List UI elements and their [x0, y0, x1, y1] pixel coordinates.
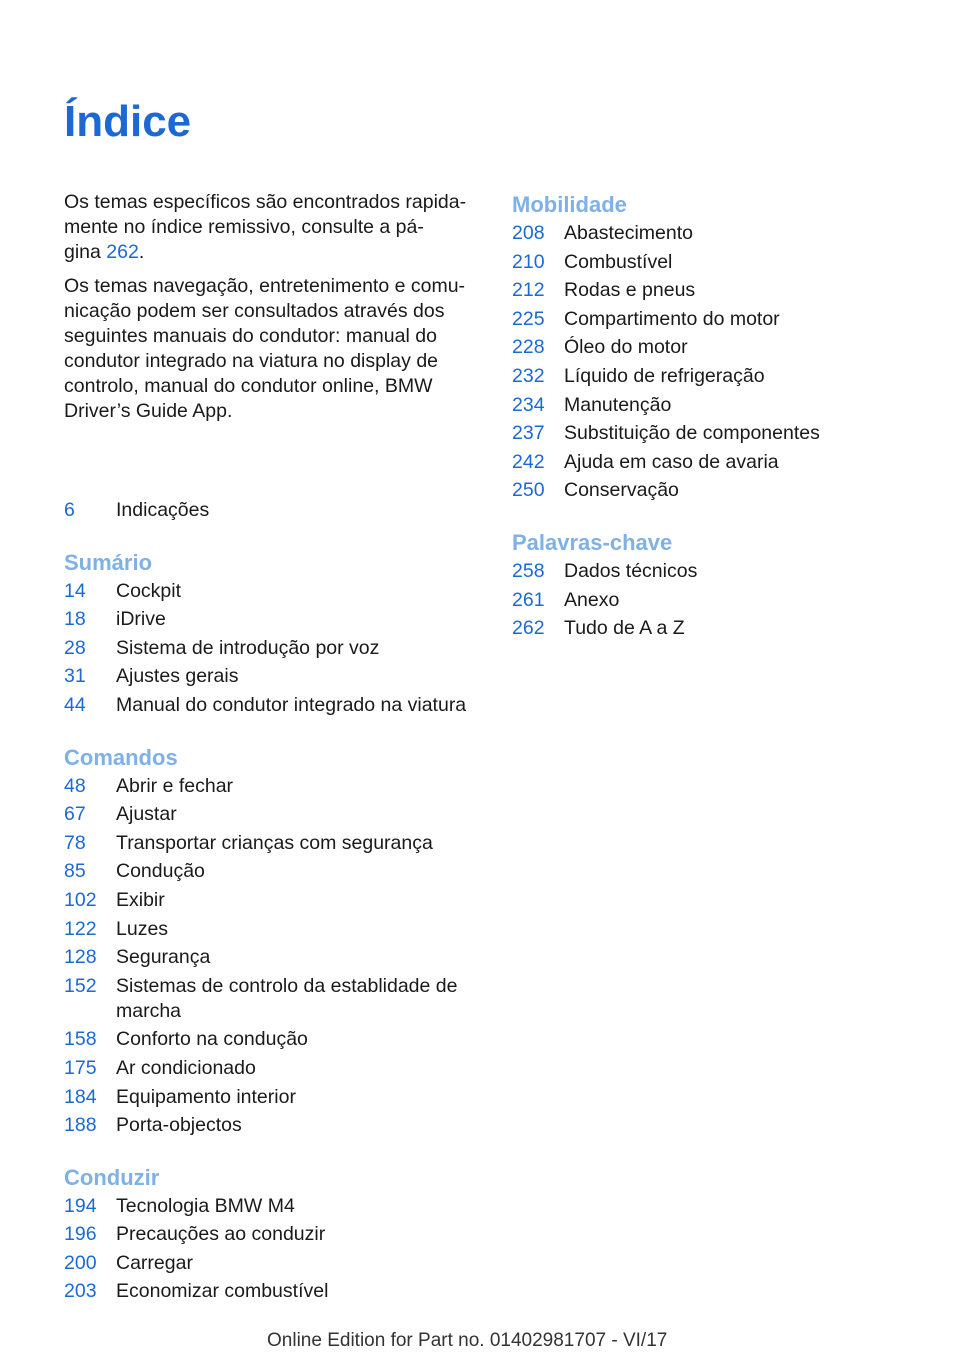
- toc-entry[interactable]: [64, 857, 478, 886]
- toc-entry[interactable]: [64, 634, 478, 663]
- intro-paragraph-1: [64, 190, 478, 265]
- toc-page-number[interactable]: 28: [64, 636, 86, 659]
- toc-entry-label: Indicações: [116, 499, 210, 521]
- toc-entry[interactable]: [512, 586, 912, 615]
- toc-entry-label: Anexo: [564, 588, 620, 611]
- section-heading: Mobilidade: [512, 192, 627, 217]
- toc-entry[interactable]: [512, 333, 912, 362]
- toc-entry-label: Líquido de refrigeração: [564, 364, 765, 387]
- toc-entry-label: Precauções ao conduzir: [116, 1223, 326, 1246]
- toc-page-number[interactable]: 18: [64, 608, 86, 631]
- toc-page-number[interactable]: 242: [512, 450, 545, 473]
- toc-entry[interactable]: [64, 1025, 478, 1054]
- toc-entry-label: Dados técnicos: [564, 559, 698, 582]
- footer-edition-note: Online Edition for Part no. 01402981707 - VI/17: [267, 1330, 668, 1351]
- toc-page-number[interactable]: 258: [512, 559, 545, 582]
- toc-entry[interactable]: [64, 1054, 478, 1083]
- section-heading: Conduzir: [64, 1164, 160, 1190]
- intro-line: Os temas navegação, entretenimento e comu‐: [64, 275, 466, 297]
- section-heading: Palavras-chave: [512, 529, 673, 555]
- toc-page-number[interactable]: 228: [512, 336, 545, 359]
- toc-page-number[interactable]: 250: [512, 479, 545, 502]
- toc-entry[interactable]: [64, 972, 478, 1026]
- toc-entry-label: Ar condicionado: [116, 1056, 256, 1079]
- toc-page-number[interactable]: 234: [512, 393, 545, 416]
- toc-page-number[interactable]: 237: [512, 422, 545, 445]
- toc-entry-label: iDrive: [116, 608, 166, 631]
- toc-entry[interactable]: [64, 577, 478, 606]
- toc-entry-label: Conservação: [564, 479, 679, 502]
- toc-page-number[interactable]: 44: [64, 693, 86, 716]
- toc-entry[interactable]: [64, 1220, 478, 1249]
- toc-entry[interactable]: [64, 1083, 478, 1112]
- toc-section: [64, 548, 478, 720]
- toc-entry[interactable]: [512, 614, 912, 643]
- table-of-contents-right: [512, 190, 912, 643]
- toc-page-number[interactable]: 152: [64, 974, 97, 997]
- intro-line: Driver’s Guide App.: [64, 400, 233, 422]
- toc-entry-label: Tecnologia BMW M4: [116, 1194, 295, 1217]
- toc-section: [512, 528, 912, 643]
- intro-line: condutor integrado na viatura no display de: [64, 350, 439, 372]
- toc-page-number[interactable]: 261: [512, 588, 545, 611]
- toc-entry-label: Transportar crianças com segurança: [116, 831, 433, 854]
- toc-page-number[interactable]: 203: [64, 1280, 97, 1303]
- toc-page-number[interactable]: 210: [512, 250, 545, 273]
- intro-line: mente no índice remissivo, consulte a pá‐: [64, 216, 424, 238]
- toc-entry[interactable]: [64, 496, 478, 525]
- toc-page-number[interactable]: 262: [512, 617, 545, 640]
- toc-entry[interactable]: [64, 1277, 478, 1306]
- toc-entry-label: Compartimento do motor: [564, 307, 780, 330]
- toc-entry[interactable]: [64, 1111, 478, 1140]
- toc-entry-label: Condução: [116, 860, 205, 883]
- intro-line: gina: [64, 241, 107, 263]
- toc-entry-label: Manual do condutor integrado na viatura: [116, 693, 467, 716]
- toc-entry-label: Tudo de A a Z: [564, 617, 685, 640]
- toc-entry[interactable]: [64, 800, 478, 829]
- toc-page-number[interactable]: 194: [64, 1194, 97, 1217]
- toc-page-number[interactable]: 14: [64, 579, 86, 602]
- toc-entry[interactable]: [512, 276, 912, 305]
- intro-text: [64, 190, 478, 424]
- toc-page-number[interactable]: 158: [64, 1028, 97, 1051]
- toc-entry[interactable]: [512, 419, 912, 448]
- toc-entry[interactable]: [64, 662, 478, 691]
- intro-line: nicação podem ser consultados através dos: [64, 300, 445, 322]
- toc-entry[interactable]: [64, 1249, 478, 1278]
- toc-page-number[interactable]: 225: [512, 307, 545, 330]
- toc-entry-label: Porta-objectos: [116, 1114, 242, 1137]
- right-column: [512, 190, 912, 643]
- toc-entry[interactable]: [64, 886, 478, 915]
- section-heading: Sumário: [64, 549, 153, 575]
- toc-entry-label: Economizar combustível: [116, 1280, 329, 1303]
- intro-line: controlo, manual do condutor online, BMW: [64, 375, 433, 397]
- intro-line: seguintes manuais do condutor: manual do: [64, 325, 437, 347]
- toc-page-number[interactable]: 85: [64, 860, 86, 883]
- toc-entry[interactable]: [64, 1192, 478, 1221]
- toc-entry[interactable]: [512, 557, 912, 586]
- toc-entry-label: Abrir e fechar: [116, 774, 234, 797]
- toc-page-number[interactable]: 232: [512, 364, 545, 387]
- toc-entry-label: Conforto na condução: [116, 1028, 308, 1051]
- toc-page-number[interactable]: 78: [64, 831, 86, 854]
- toc-entry-label: Rodas e pneus: [564, 279, 696, 302]
- toc-page-number[interactable]: 212: [512, 279, 545, 302]
- toc-entry-label: Luzes: [116, 917, 169, 940]
- toc-entry[interactable]: [512, 391, 912, 420]
- toc-page-number[interactable]: 128: [64, 946, 97, 969]
- toc-page-number[interactable]: 200: [64, 1251, 97, 1274]
- toc-entry-label: Ajustes gerais: [116, 665, 239, 688]
- toc-entry-label: Equipamento interior: [116, 1085, 296, 1108]
- intro-line: .: [138, 241, 145, 263]
- toc-page-number[interactable]: 188: [64, 1114, 97, 1137]
- toc-entry-label: Carregar: [116, 1251, 193, 1274]
- toc-page-number[interactable]: 122: [64, 917, 97, 940]
- toc-entry[interactable]: [512, 448, 912, 477]
- toc-entry[interactable]: [64, 943, 478, 972]
- table-of-contents-left: [64, 496, 478, 1306]
- toc-entry[interactable]: [64, 772, 478, 801]
- toc-page-number[interactable]: 175: [64, 1056, 97, 1079]
- intro-line: Os temas específicos são encontrados rapida‐: [64, 191, 467, 213]
- toc-entry-label: Sistema de introdução por voz: [116, 636, 380, 659]
- toc-page-number[interactable]: 208: [512, 222, 545, 244]
- toc-entry-label: Óleo do motor: [564, 336, 688, 359]
- toc-page-number[interactable]: 184: [64, 1085, 97, 1108]
- toc-entry-label: Exibir: [116, 888, 165, 911]
- toc-entry[interactable]: [512, 362, 912, 391]
- left-column: [64, 190, 478, 1306]
- toc-entry[interactable]: [64, 829, 478, 858]
- page-title: Índice: [64, 97, 192, 146]
- toc-entry[interactable]: [512, 476, 912, 505]
- toc-entry-label: Manutenção: [564, 393, 672, 416]
- toc-entry[interactable]: [512, 219, 912, 248]
- toc-entry-label: Substituição de componentes: [564, 422, 820, 445]
- section-heading: Comandos: [64, 744, 178, 770]
- toc-section: [512, 190, 912, 505]
- toc-entry[interactable]: [512, 248, 912, 277]
- toc-entry[interactable]: [64, 605, 478, 634]
- toc-section: [64, 1163, 478, 1306]
- intro-paragraph-2: [64, 274, 478, 424]
- toc-entry-label: Ajustar: [116, 803, 177, 826]
- toc-entry-label: Ajuda em caso de avaria: [564, 450, 779, 473]
- toc-section: [64, 496, 478, 525]
- toc-entry-label: Cockpit: [116, 579, 182, 602]
- toc-page-number[interactable]: 31: [64, 665, 86, 688]
- toc-entry[interactable]: [64, 915, 478, 944]
- toc-section: [64, 743, 478, 1140]
- toc-entry-label: Abastecimento: [564, 222, 693, 244]
- toc-page-number[interactable]: 48: [64, 774, 86, 797]
- toc-entry-label: Segurança: [116, 946, 211, 969]
- toc-entry[interactable]: [512, 305, 912, 334]
- index-page-link[interactable]: 262: [106, 241, 139, 263]
- toc-page-number[interactable]: 196: [64, 1223, 97, 1246]
- toc-page-number[interactable]: 67: [64, 803, 86, 826]
- toc-page-number[interactable]: 102: [64, 888, 97, 911]
- toc-entry-label: Sistemas de controlo da establidade de marcha: [116, 974, 458, 1022]
- toc-entry-label: Combustível: [564, 250, 673, 273]
- toc-page-number[interactable]: 6: [64, 499, 75, 521]
- toc-entry[interactable]: [64, 691, 478, 720]
